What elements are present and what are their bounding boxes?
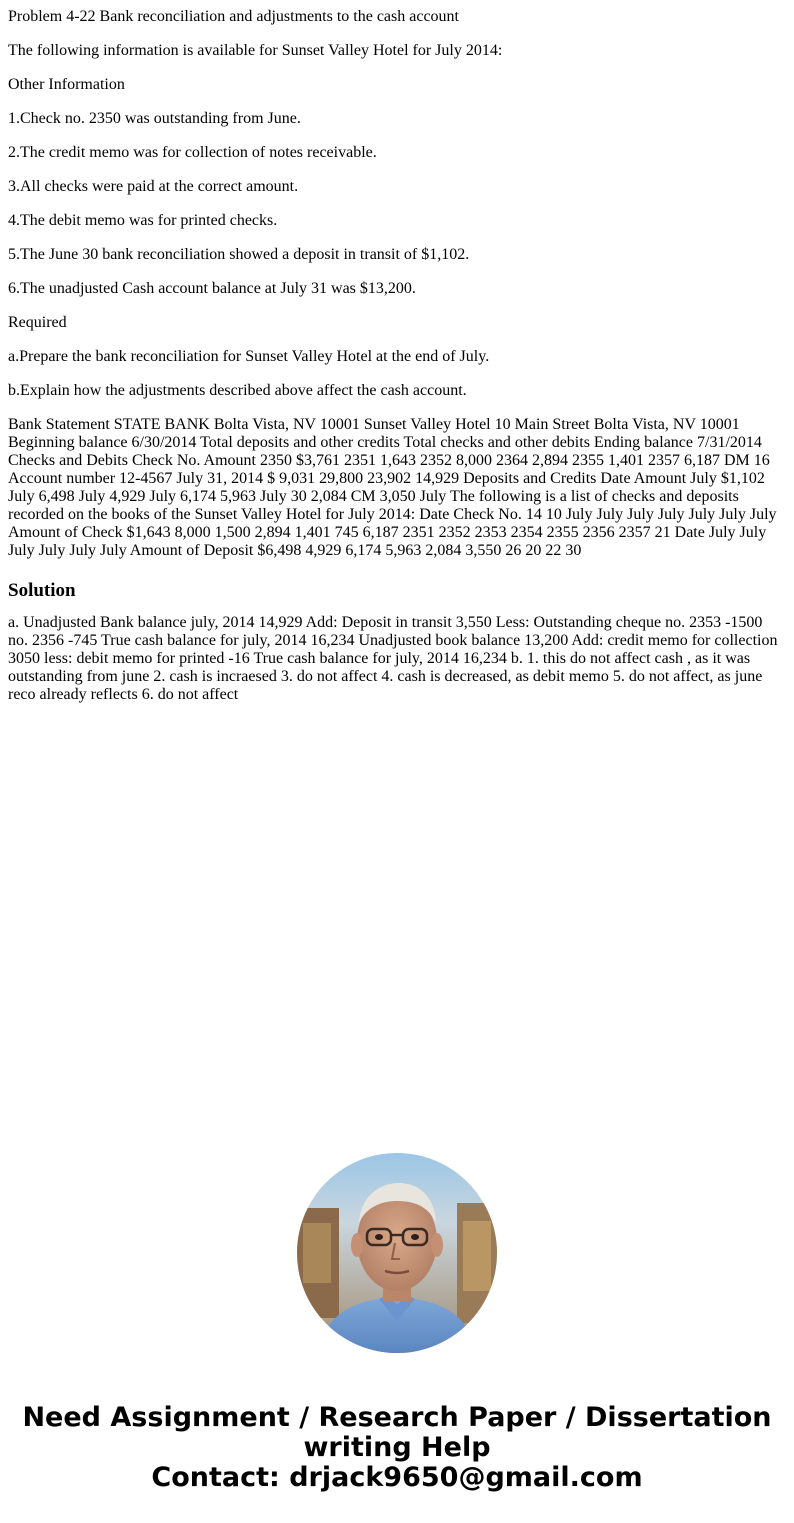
other-info-heading: Other Information	[8, 76, 125, 93]
bank-statement-text: Bank Statement STATE BANK Bolta Vista, NV 10001 Sunset Valley Hotel 10 Main Street Bolta Vista, NV 10001 Beginning balance 6/30/2014 Total deposits and other credits Total checks and other debits Ending balance 7/31/2014 Checks and Debits Check No. Amount 2350 $3,761 2351 1,643 2352 8,000 2364 2,894 2355 1,401 2357 6,187 DM 16 Account number 12-4567 July 31, 2014 $ 9,031 29,800 23,902 14,929 Deposits and Credits Date Amount July $1,102 July 6,498 July 4,929 July 6,174 5,963 July 30 2,084 CM 3,050 July The following is a list of checks and deposits recorded on the books of the Sunset Valley Hotel for July 2014: Date Check No. 14 10 July July July July July July July Amount of Check $1,643 8,000 1,500 2,894 1,401 745 6,187 2351 2352 2353 2354 2355 2356 2357 21 Date July July July July July July Amount of Deposit $6,498 4,929 6,174 5,963 2,084 3,550 26 20 22 30	[8, 416, 777, 559]
problem-intro: The following information is available for Sunset Valley Hotel for July 2014:	[8, 42, 503, 59]
problem-title: Problem 4-22 Bank reconciliation and adjustments to the cash account	[8, 8, 459, 25]
footer-line: Need Assignment / Research Paper / Dissertation	[22, 1402, 772, 1433]
info-item: 6.The unadjusted Cash account balance at July 31 was $13,200.	[8, 280, 416, 297]
info-item: 4.The debit memo was for printed checks.	[8, 212, 278, 229]
solution-heading: Solution	[8, 580, 76, 601]
info-item: 3.All checks were paid at the correct amount.	[8, 178, 299, 195]
footer-promo	[0, 1403, 794, 1493]
document-content	[8, 0, 786, 720]
required-item: a.Prepare the bank reconciliation for Sunset Valley Hotel at the end of July.	[8, 348, 490, 365]
solution-text: a. Unadjusted Bank balance july, 2014 14,929 Add: Deposit in transit 3,550 Less: Outstanding cheque no. 2353 -1500 no. 2356 -745 True cash balance for july, 2014 16,234 Unadjusted book balance 13,200 Add: credit memo for collection 3050 less: debit memo for printed -16 True cash balance for july, 2014 16,234 b. 1. this do not affect cash , as it was outstanding from june 2. cash is incraesed 3. do not affect 4. cash is decreased, as debit memo 5. do not affect, as june reco already reflects 6. do not affect	[8, 614, 778, 703]
footer-contact: Contact: drjack9650@gmail.com	[151, 1462, 643, 1493]
info-item: 1.Check no. 2350 was outstanding from June.	[8, 110, 301, 127]
author-photo	[297, 1153, 497, 1353]
author-portrait-image	[297, 1153, 497, 1353]
info-item: 5.The June 30 bank reconciliation showed a deposit in transit of $1,102.	[8, 246, 470, 263]
footer-line: writing Help	[303, 1432, 491, 1463]
required-heading: Required	[8, 314, 67, 331]
info-item: 2.The credit memo was for collection of notes receivable.	[8, 144, 377, 161]
required-item: b.Explain how the adjustments described above affect the cash account.	[8, 382, 467, 399]
